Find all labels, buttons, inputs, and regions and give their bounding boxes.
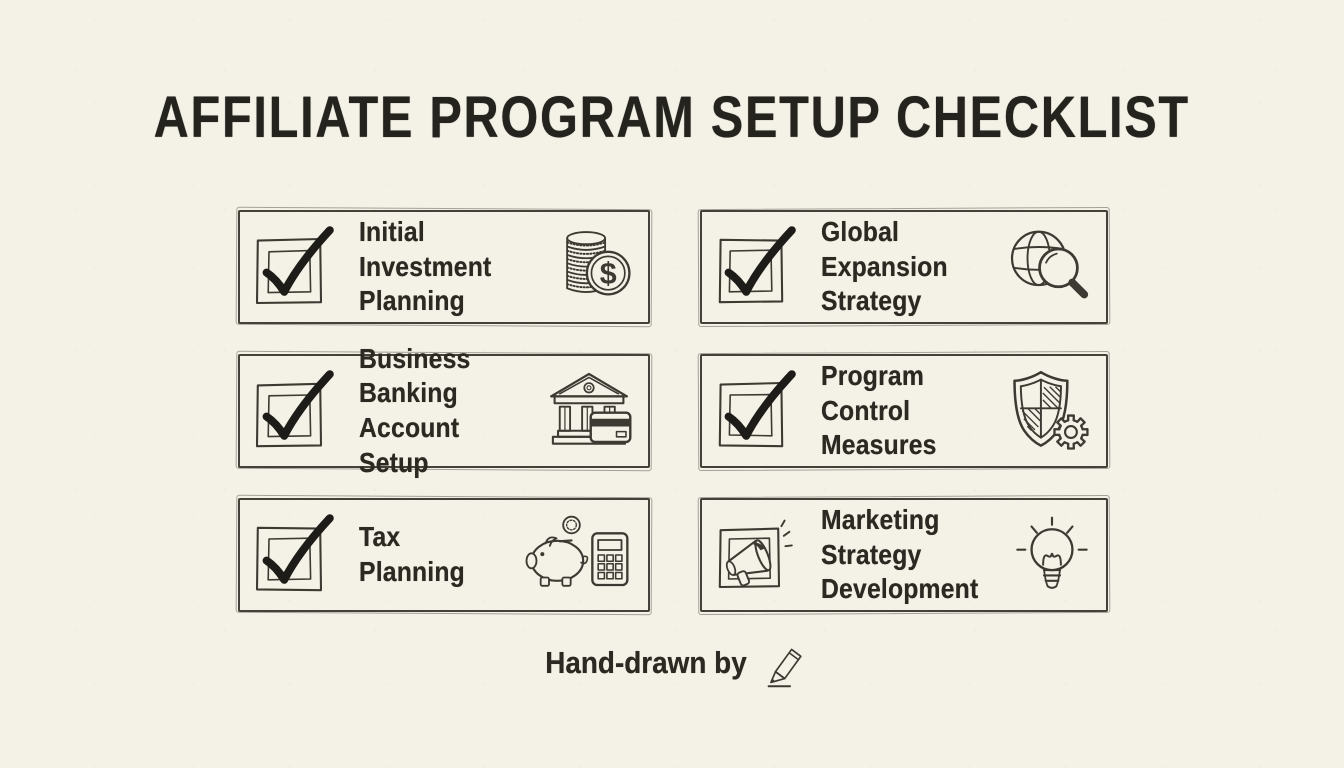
svg-text:$: $ xyxy=(599,257,617,291)
checklist-grid xyxy=(238,210,1108,612)
item-label: Initial Investment Planning xyxy=(359,216,492,317)
item-label: Business Banking Account Setup xyxy=(359,342,471,478)
footer xyxy=(0,641,1344,689)
pencil-icon xyxy=(764,639,810,689)
checkbox-checked[interactable] xyxy=(253,227,333,307)
checklist-item-marketing-strategy xyxy=(700,498,1108,612)
checklist-item-tax-planning xyxy=(238,498,650,612)
footer-caption: Hand-drawn by xyxy=(544,645,747,680)
checkbox-checked[interactable] xyxy=(715,371,795,451)
item-label: Global Expansion Strategy xyxy=(821,216,948,317)
shield-gear-icon xyxy=(1004,367,1092,455)
checkbox-checked[interactable] xyxy=(253,371,333,451)
bank-credit-card-icon xyxy=(544,368,634,454)
checkbox-checked-icon xyxy=(253,227,333,307)
coins-dollar-icon xyxy=(558,226,634,308)
checklist-item-initial-investment xyxy=(238,210,650,324)
item-label: Marketing Strategy Development xyxy=(821,504,979,605)
checkbox-checked[interactable] xyxy=(253,515,333,595)
page-title: AFFILIATE PROGRAM SETUP CHECKLIST xyxy=(153,85,1191,150)
item-label: Tax Planning xyxy=(359,521,465,587)
item-label: Program Control Measures xyxy=(821,360,937,461)
piggy-bank-calculator-icon xyxy=(524,513,634,597)
megaphone-icon xyxy=(715,515,795,595)
lightbulb-icon xyxy=(1012,513,1092,597)
checkbox-checked-icon xyxy=(253,371,333,451)
checkbox-checked-icon xyxy=(715,371,795,451)
checkbox-checked-icon xyxy=(253,515,333,595)
checkbox-unchecked-megaphone[interactable] xyxy=(715,515,795,595)
checkbox-checked-icon xyxy=(715,227,795,307)
checklist-item-business-banking xyxy=(238,342,650,478)
checklist-item-program-control xyxy=(700,354,1108,468)
globe-magnifier-icon xyxy=(1006,224,1092,310)
checklist-item-global-expansion xyxy=(700,210,1108,324)
checkbox-checked[interactable] xyxy=(715,227,795,307)
